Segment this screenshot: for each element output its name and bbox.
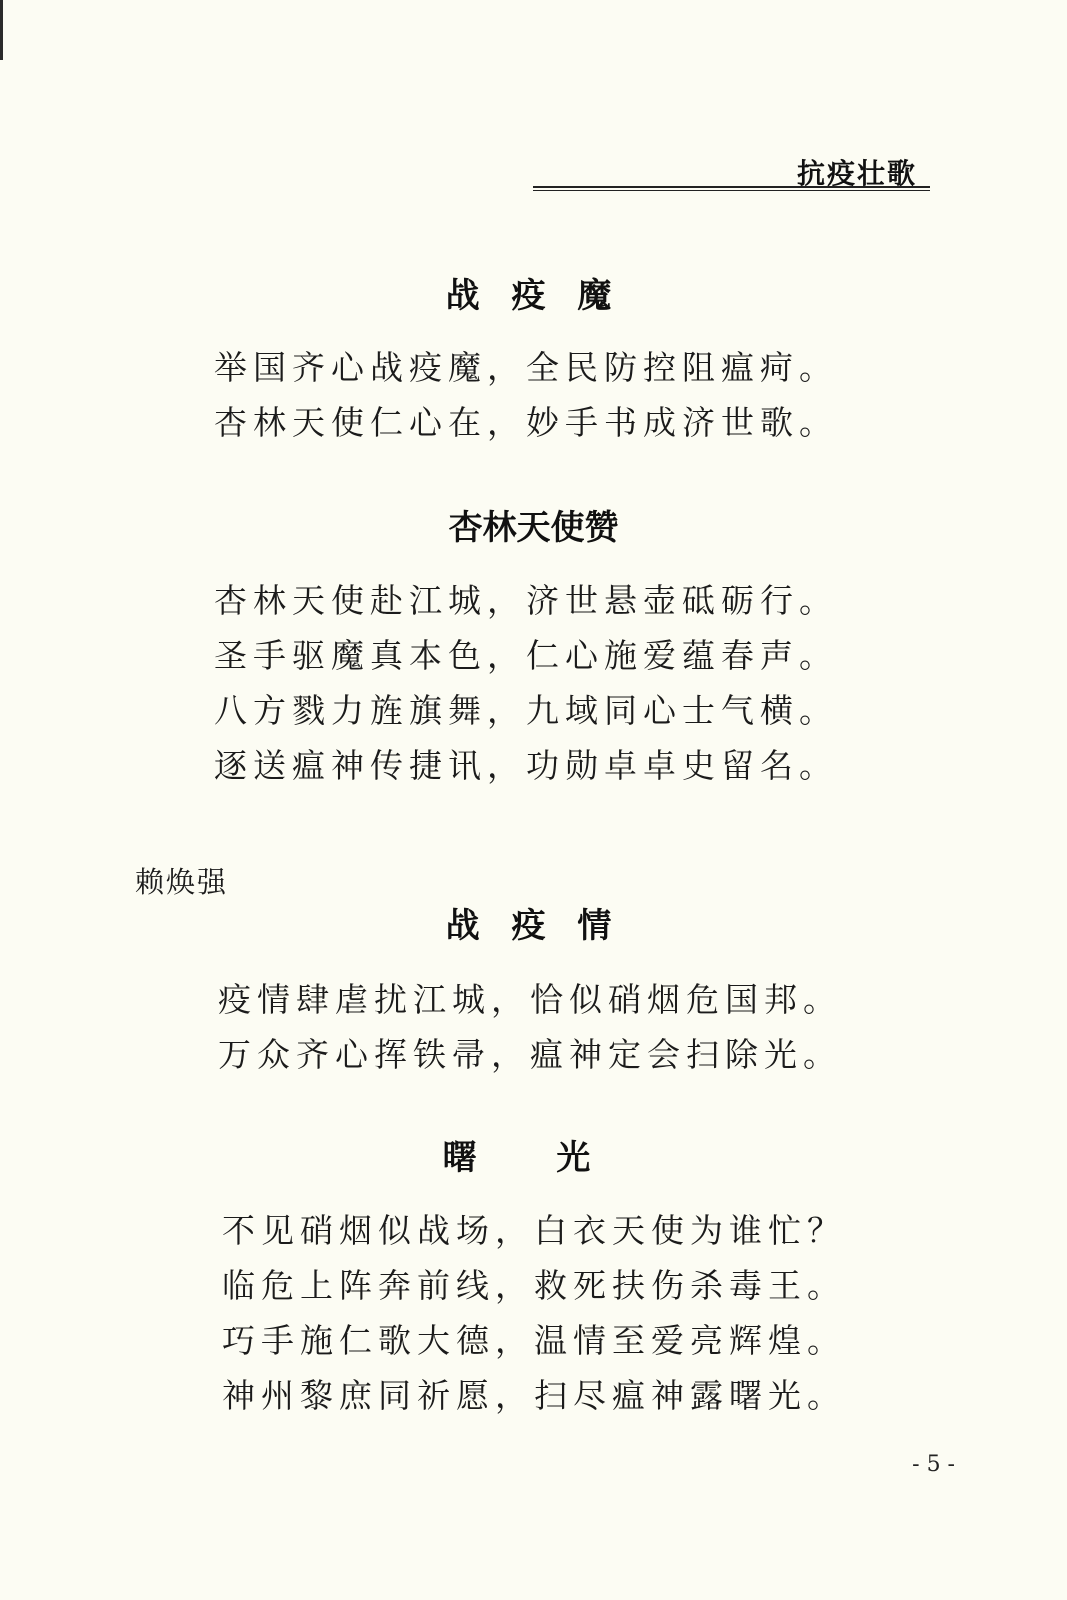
poem-line: 疫情肆虐扰江城，恰似硝烟危国邦。 (218, 980, 842, 1019)
poem-line: 举国齐心战疫魔，全民防控阻瘟疴。 (214, 348, 838, 387)
running-head: 抗疫壮歌 (796, 157, 917, 190)
poem-line: 杏林天使赴江城，济世悬壶砥砺行。 (214, 581, 838, 620)
poem-line: 神州黎庶同祈愿，扫尽瘟神露曙光。 (222, 1376, 846, 1415)
poem-line: 临危上阵奔前线，救死扶伤杀毒王。 (222, 1266, 846, 1305)
poem-line: 杏林天使仁心在，妙手书成济世歌。 (214, 403, 838, 442)
scan-edge (0, 0, 3, 60)
poem-line: 巧手施仁歌大德，温情至爱亮辉煌。 (222, 1321, 846, 1360)
poem-line: 圣手驱魔真本色，仁心施爱蕴春声。 (214, 636, 838, 675)
poem-body-1 (214, 340, 838, 450)
poem-body-4 (222, 1203, 846, 1423)
author-name: 赖焕强 (135, 865, 229, 899)
poem-title-2: 杏林天使赞 (448, 508, 619, 548)
poem-title-4: 曙 光 (442, 1138, 625, 1178)
poem-body-2 (214, 573, 838, 793)
poem-line: 万众齐心挥铁帚，瘟神定会扫除光。 (218, 1035, 842, 1074)
poem-line: 不见硝烟似战场，白衣天使为谁忙？ (222, 1211, 846, 1250)
header-rule (533, 186, 930, 191)
page-number: - 5 - (912, 1452, 955, 1477)
poem-title-3: 战 疫 情 (445, 906, 622, 946)
poem-title-1: 战 疫 魔 (445, 276, 622, 316)
poem-body-3 (218, 972, 842, 1082)
poem-line: 八方戮力旌旗舞，九域同心士气横。 (214, 691, 838, 730)
poem-line: 逐送瘟神传捷讯，功勋卓卓史留名。 (214, 746, 838, 785)
